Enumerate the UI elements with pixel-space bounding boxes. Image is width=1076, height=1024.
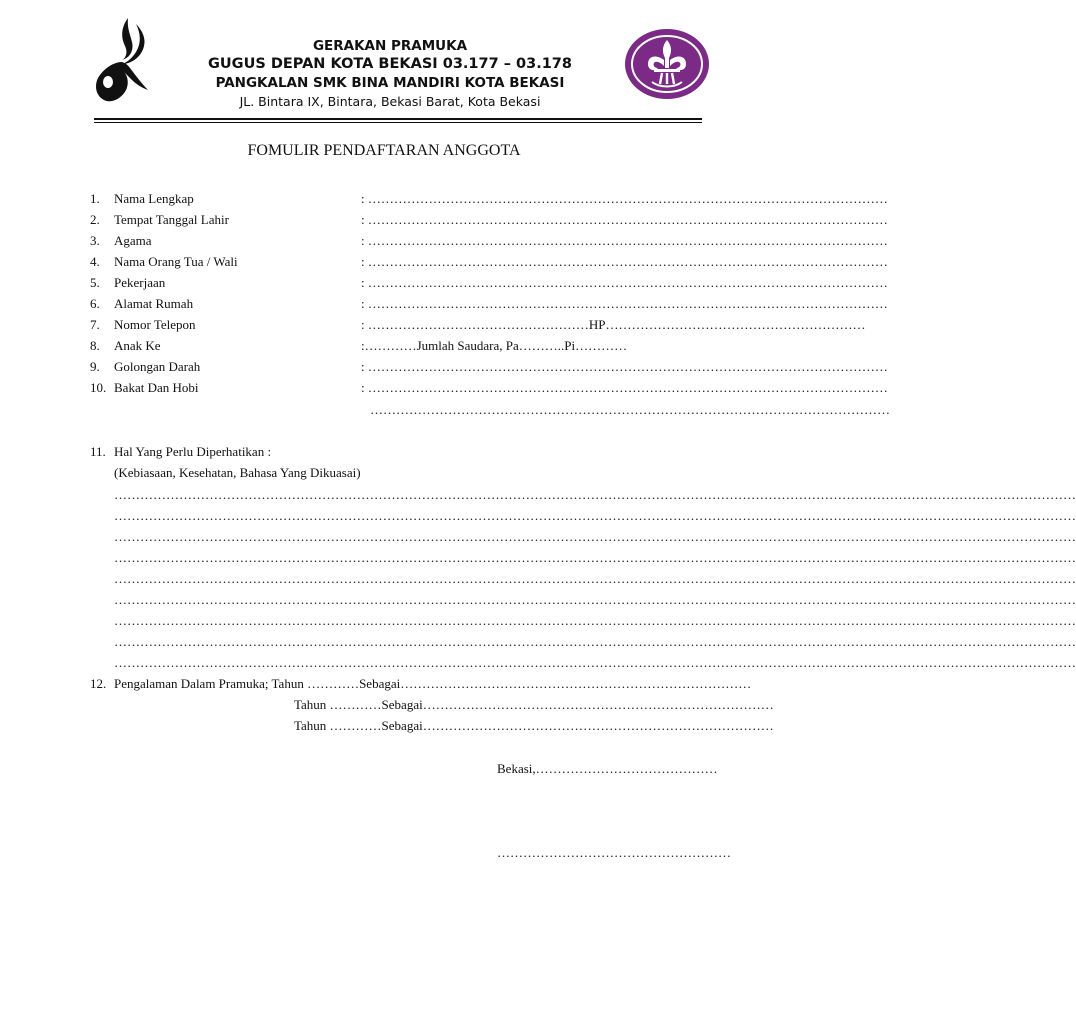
field-input-telepon[interactable]: : ……………………………………………HP……………………………………………………	[361, 317, 866, 332]
field-label-ttl: Tempat Tanggal Lahir	[114, 212, 229, 227]
field-number: 3.	[90, 233, 100, 248]
field-label-pekerjaan: Pekerjaan	[114, 275, 166, 290]
field-number: 7.	[90, 317, 100, 332]
field-input-agama[interactable]: : …………………………………………………………………………………………………………	[361, 233, 888, 248]
notes-line[interactable]: ……………………………………………………………………………………………………………………………………………………………………………………………………	[114, 550, 1076, 565]
item11-number: 11.	[90, 444, 106, 459]
field-input-bakat-hobi-cont[interactable]: …………………………………………………………………………………………………………	[370, 402, 890, 417]
form-title: FOMULIR PENDAFTARAN ANGGOTA	[247, 142, 521, 159]
notes-line[interactable]: ……………………………………………………………………………………………………………………………………………………………………………………………………	[114, 655, 1076, 670]
field-input-nama-lengkap[interactable]: : …………………………………………………………………………………………………………	[361, 191, 888, 206]
field-number: 6.	[90, 296, 100, 311]
item11-sublabel: (Kebiasaan, Kesehatan, Bahasa Yang Dikuasai)	[114, 465, 361, 480]
field-number: 8.	[90, 338, 100, 353]
item12-number: 12.	[90, 676, 107, 691]
item11-label: Hal Yang Perlu Diperhatikan :	[114, 444, 272, 459]
field-label-agama: Agama	[114, 233, 152, 248]
notes-line[interactable]: ……………………………………………………………………………………………………………………………………………………………………………………………………	[114, 613, 1076, 628]
notes-line[interactable]: ……………………………………………………………………………………………………………………………………………………………………………………………………	[114, 487, 1076, 502]
notes-line[interactable]: ……………………………………………………………………………………………………………………………………………………………………………………………………	[114, 634, 1076, 649]
field-number: 4.	[90, 254, 100, 269]
notes-line[interactable]: ……………………………………………………………………………………………………………………………………………………………………………………………………	[114, 571, 1076, 586]
pengalaman-line-3[interactable]: Tahun …………Sebagai………………………………………………………………………	[294, 718, 774, 733]
notes-line[interactable]: ……………………………………………………………………………………………………………………………………………………………………………………………………	[114, 529, 1076, 544]
notes-line[interactable]: ……………………………………………………………………………………………………………………………………………………………………………………………………	[114, 508, 1076, 523]
field-number: 10.	[90, 380, 107, 395]
field-input-anak-ke[interactable]: :…………Jumlah Saudara, Pa………..Pi…………	[361, 338, 628, 353]
field-label-golongan-darah: Golongan Darah	[114, 359, 201, 374]
pengalaman-line-2[interactable]: Tahun …………Sebagai………………………………………………………………………	[294, 697, 774, 712]
header-rule-thin	[94, 122, 702, 123]
field-label-bakat-hobi: Bakat Dan Hobi	[114, 380, 199, 395]
field-input-golongan-darah[interactable]: : …………………………………………………………………………………………………………	[361, 359, 888, 374]
field-input-pekerjaan[interactable]: : …………………………………………………………………………………………………………	[361, 275, 888, 290]
field-input-orang-tua[interactable]: : …………………………………………………………………………………………………………	[361, 254, 888, 269]
field-number: 5.	[90, 275, 100, 290]
field-number: 2.	[90, 212, 100, 227]
field-label-anak-ke: Anak Ke	[114, 338, 161, 353]
field-number: 9.	[90, 359, 100, 374]
field-input-bakat-hobi[interactable]: : …………………………………………………………………………………………………………	[361, 380, 888, 395]
tunas-kelapa-logo	[92, 16, 154, 102]
header-rule-thick	[94, 118, 702, 120]
address: JL. Bintara IX, Bintara, Bekasi Barat, Kota Bekasi	[239, 94, 541, 109]
gugus-depan: GUGUS DEPAN KOTA BEKASI 03.177 – 03.178	[208, 56, 572, 72]
field-number: 1.	[90, 191, 100, 206]
signature-place-date[interactable]: Bekasi,……………………………………	[497, 761, 718, 776]
field-label-telepon: Nomor Telepon	[114, 317, 196, 332]
field-label-orang-tua: Nama Orang Tua / Wali	[114, 254, 238, 269]
field-input-alamat[interactable]: : …………………………………………………………………………………………………………	[361, 296, 888, 311]
notes-line[interactable]: ……………………………………………………………………………………………………………………………………………………………………………………………………	[114, 592, 1076, 607]
pengalaman-line-1[interactable]: Pengalaman Dalam Pramuka; Tahun …………Sebagai………………………………………………………………………	[114, 676, 752, 691]
pangkalan: PANGKALAN SMK BINA MANDIRI KOTA BEKASI	[215, 75, 565, 91]
world-scout-emblem	[624, 28, 710, 100]
org-name: GERAKAN PRAMUKA	[312, 38, 468, 54]
field-input-ttl[interactable]: : …………………………………………………………………………………………………………	[361, 212, 888, 227]
field-label-alamat: Alamat Rumah	[114, 296, 194, 311]
field-label-nama-lengkap: Nama Lengkap	[114, 191, 194, 206]
signature-name-line[interactable]: ………………………………………………	[497, 845, 731, 860]
